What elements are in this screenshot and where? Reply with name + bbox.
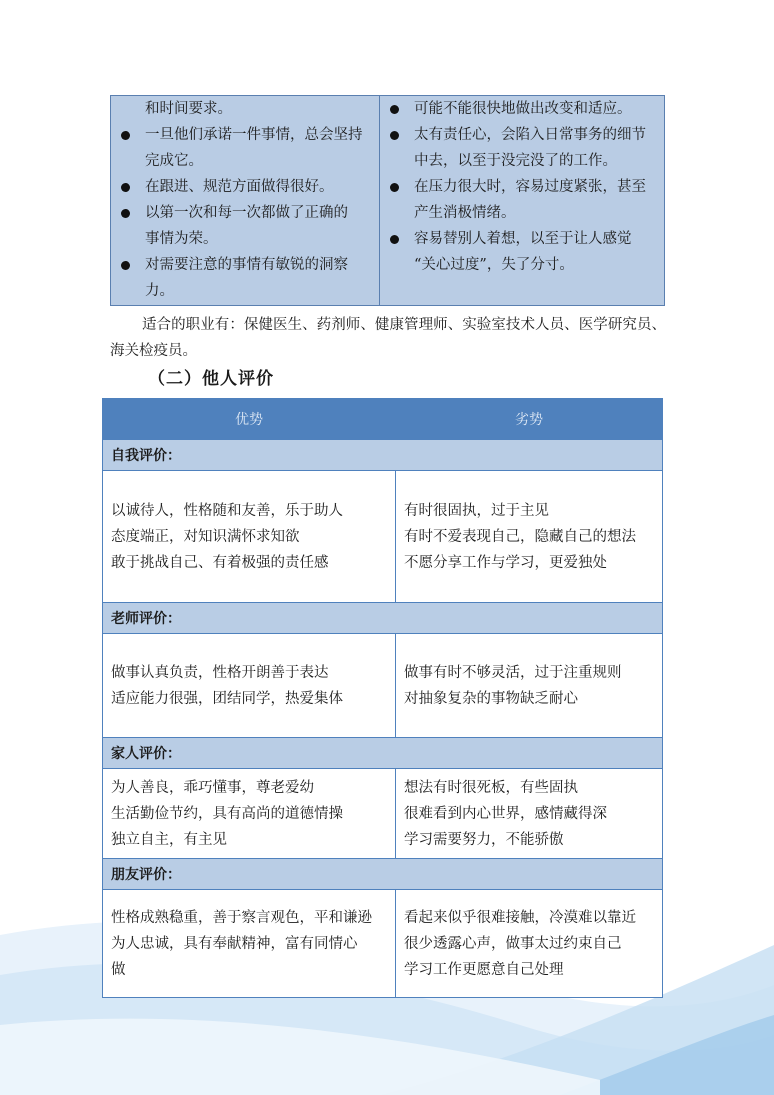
strength-text: 在跟进、规范方面做得很好。	[145, 179, 334, 195]
strength-text	[145, 200, 373, 252]
strength-text	[145, 122, 373, 174]
bullet-icon	[390, 131, 399, 140]
careers-paragraph: 适合的职业有：保健医生、药剂师、健康管理师、实验室技术人员、医学研究员、海关检疫员。	[110, 317, 666, 359]
bullet-icon	[121, 261, 130, 270]
strength-text-line: 一旦他们承诺一件事情，总会坚持	[145, 127, 363, 143]
strength-text	[145, 252, 373, 304]
bullet-icon	[121, 131, 130, 140]
eval-section-label: 老师评价：	[103, 603, 663, 634]
eval-content-row	[103, 890, 663, 998]
eval-section-row	[103, 859, 663, 890]
eval-content-row	[103, 634, 663, 738]
weakness-text-line: 产生消极情绪。	[414, 205, 516, 221]
eval-weaknesses-cell	[396, 471, 663, 603]
eval-strengths-line: 态度端正，对知识满怀求知欲	[111, 528, 300, 545]
eval-weaknesses-line: 学习需要努力，不能骄傲	[404, 832, 564, 848]
strength-text-line: 以第一次和每一次都做了正确的	[145, 205, 348, 221]
weakness-text-line: “关心过度”，失了分寸。	[414, 257, 574, 273]
bullet-icon	[390, 235, 399, 244]
eval-section-row	[103, 440, 663, 471]
weakness-item	[380, 122, 664, 174]
eval-section-label: 朋友评价：	[103, 859, 663, 890]
weaknesses-column	[380, 96, 665, 306]
strength-item	[111, 96, 379, 122]
section-title: （二）他人评价	[148, 369, 274, 389]
bullet-icon	[121, 183, 130, 192]
weakness-text-line: 中去，以至于没完没了的工作。	[414, 153, 617, 169]
eval-weaknesses-line: 很少透露心声，做事太过约束自己	[404, 935, 622, 952]
eval-header-row	[103, 399, 663, 440]
eval-weaknesses-cell	[396, 634, 663, 738]
others-evaluation-table	[102, 398, 663, 998]
eval-strengths-cell	[103, 471, 396, 603]
eval-section-row	[103, 603, 663, 634]
eval-section-label: 自我评价：	[103, 440, 663, 471]
eval-strengths-line: 为人善良，乖巧懂事，尊老爱幼	[111, 780, 314, 796]
header-strengths: 优势	[103, 399, 396, 440]
eval-weaknesses-line: 不愿分享工作与学习，更爱独处	[404, 554, 607, 571]
eval-weaknesses-line: 学习工作更愿意自己处理	[404, 961, 564, 978]
eval-weaknesses-line: 很难看到内心世界，感情藏得深	[404, 806, 607, 822]
eval-strengths-line: 独立自主，有主见	[111, 832, 227, 848]
weakness-item	[380, 174, 664, 226]
weakness-text-line: 在压力很大时，容易过度紧张，甚至	[414, 179, 646, 195]
weakness-text	[414, 174, 658, 226]
traits-continuation-table	[110, 95, 665, 306]
weakness-text	[414, 226, 658, 278]
header-weaknesses: 劣势	[396, 399, 663, 440]
eval-weaknesses-cell	[396, 769, 663, 859]
eval-section-row	[103, 738, 663, 769]
weakness-text: 可能不能很快地做出改变和适应。	[414, 101, 632, 117]
eval-content-row	[103, 471, 663, 603]
eval-content-row	[103, 769, 663, 859]
strength-text: 和时间要求。	[145, 101, 232, 117]
eval-strengths-cell	[103, 769, 396, 859]
eval-weaknesses-line: 有时不爱表现自己，隐藏自己的想法	[404, 528, 636, 545]
eval-strengths-cell	[103, 890, 396, 998]
eval-strengths-cell	[103, 634, 396, 738]
eval-strengths-line: 敢于挑战自己、有着极强的责任感	[111, 554, 329, 571]
strength-text-line: 对需要注意的事情有敏锐的洞察	[145, 257, 348, 273]
strength-text-line: 力。	[145, 283, 174, 299]
bullet-icon	[390, 105, 399, 114]
eval-strengths-line: 为人忠诚，具有奉献精神，富有同情心	[111, 935, 358, 952]
weakness-text	[414, 122, 658, 174]
strength-item	[111, 200, 379, 252]
eval-strengths-line: 做事认真负责，性格开朗善于表达	[111, 664, 329, 681]
eval-weaknesses-line: 做事有时不够灵活，过于注重规则	[404, 664, 622, 681]
strengths-list	[111, 96, 379, 304]
bullet-icon	[121, 209, 130, 218]
eval-strengths-line: 生活勤俭节约，具有高尚的道德情操	[111, 806, 343, 822]
eval-weaknesses-line: 有时很固执，过于主见	[404, 502, 549, 519]
eval-strengths-line: 做	[111, 961, 126, 978]
eval-strengths-line: 适应能力很强，团结同学，热爱集体	[111, 690, 343, 707]
strength-item	[111, 122, 379, 174]
eval-strengths-line: 性格成熟稳重，善于察言观色，平和谦逊	[111, 909, 372, 926]
bullet-icon	[390, 183, 399, 192]
strength-text-line: 事情为荣。	[145, 231, 218, 247]
eval-strengths-line: 以诚待人，性格随和友善，乐于助人	[111, 502, 343, 519]
strength-item	[111, 174, 379, 200]
eval-weaknesses-cell	[396, 890, 663, 998]
strength-item	[111, 252, 379, 304]
weakness-text-line: 容易替别人着想，以至于让人感觉	[414, 231, 632, 247]
weaknesses-list	[380, 96, 664, 278]
eval-weaknesses-line: 看起来似乎很难接触，冷漠难以靠近	[404, 909, 636, 926]
strengths-column	[111, 96, 380, 306]
strength-text-line: 完成它。	[145, 153, 203, 169]
eval-weaknesses-line: 想法有时很死板，有些固执	[404, 780, 578, 796]
eval-weaknesses-line: 对抽象复杂的事物缺乏耐心	[404, 690, 578, 707]
weakness-item	[380, 226, 664, 278]
eval-section-label: 家人评价：	[103, 738, 663, 769]
weakness-item	[380, 96, 664, 122]
weakness-text-line: 太有责任心，会陷入日常事务的细节	[414, 127, 646, 143]
